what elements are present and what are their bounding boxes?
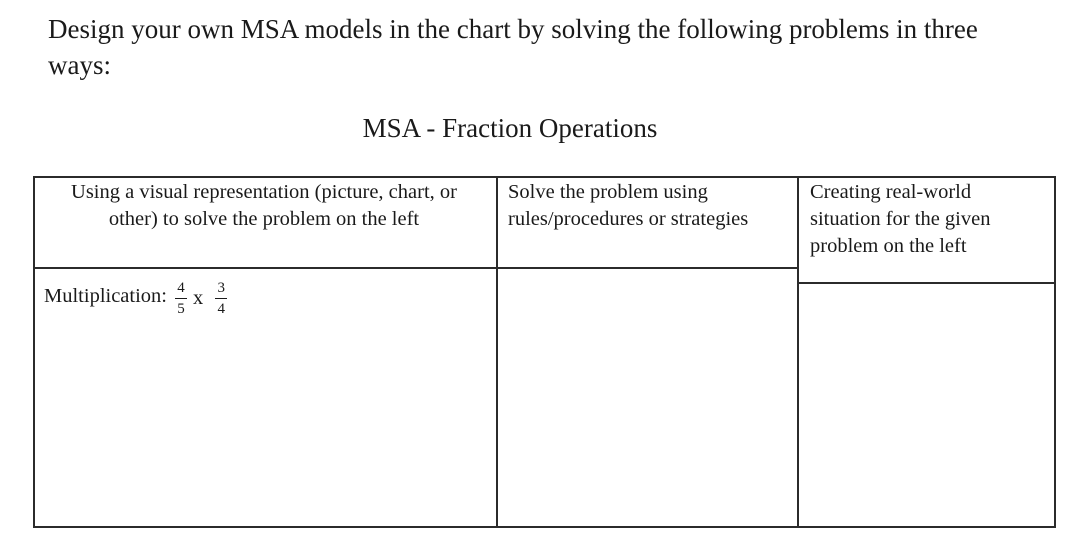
instructions-line-2: ways: (48, 50, 111, 80)
answer-cell-visual[interactable] (35, 330, 495, 525)
column-header-real-world-line-3: problem on the left (810, 235, 967, 257)
column-header-visual (34, 179, 494, 233)
header-bottom-border (34, 267, 798, 269)
column-header-visual-line-2: other) to solve the problem on the left (108, 208, 420, 230)
problem-multiplication (44, 280, 227, 317)
table-top-border (34, 176, 1056, 178)
fraction-2-bar (215, 298, 227, 299)
column-header-real-world-line-2: situation for the given (810, 208, 991, 230)
answer-cell-rules[interactable] (498, 270, 796, 525)
fraction-2-numerator: 3 (217, 280, 225, 296)
column-header-rules-line-1: Solve the problem using (508, 181, 708, 203)
instructions-line-1: Design your own MSA models in the chart by solving the following problems in three (48, 14, 978, 44)
multiplication-operator: x (193, 287, 204, 309)
fraction-2-denominator: 4 (217, 301, 225, 317)
problem-label: Multiplication: (44, 285, 167, 307)
fraction-1-bar (175, 298, 187, 299)
column-header-real-world (810, 179, 1060, 260)
table-bottom-border (34, 526, 1054, 528)
fraction-1 (175, 280, 187, 317)
table-title: MSA - Fraction Operations (362, 113, 658, 143)
column-header-rules (508, 179, 798, 233)
column-header-real-world-line-1: Creating real-world (810, 181, 972, 203)
fraction-2 (215, 280, 227, 317)
fraction-1-numerator: 4 (177, 280, 185, 296)
column-header-rules-line-2: rules/procedures or strategies (508, 208, 749, 230)
answer-cell-real-world[interactable] (799, 285, 1053, 525)
column-header-visual-line-1: Using a visual representation (picture, chart, or (71, 181, 457, 203)
header-bottom-border-right (798, 282, 1054, 284)
instructions (48, 11, 1038, 83)
fraction-1-denominator: 5 (177, 301, 185, 317)
